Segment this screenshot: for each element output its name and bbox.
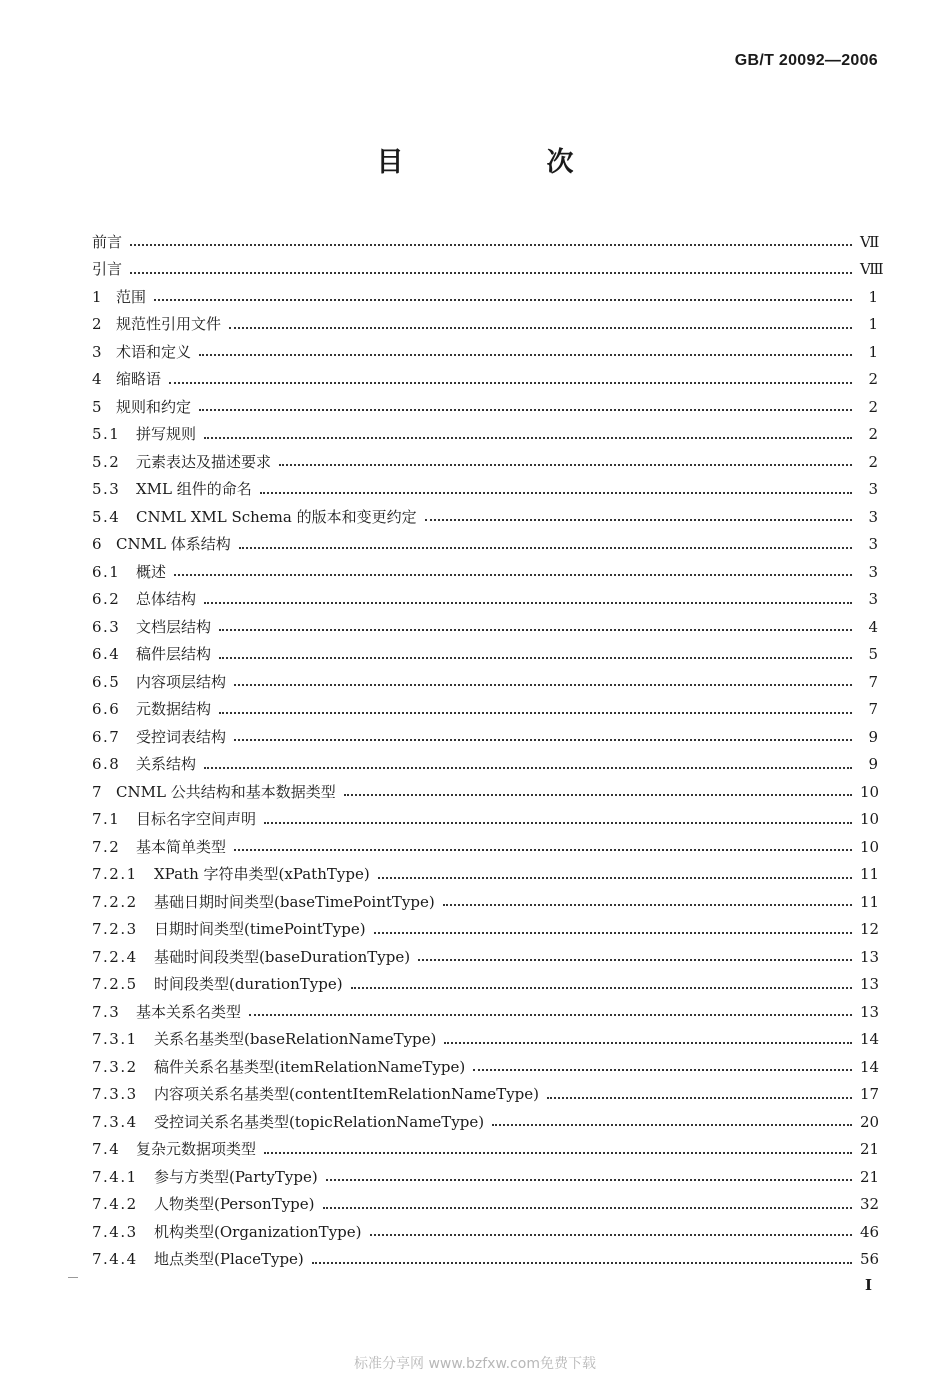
toc-entry[interactable] xyxy=(92,476,878,504)
toc-entry[interactable] xyxy=(92,311,878,339)
toc-dot-leader xyxy=(229,326,852,329)
toc-entry[interactable] xyxy=(92,833,878,861)
toc-dot-leader xyxy=(219,656,852,659)
toc-entry[interactable] xyxy=(92,916,878,944)
toc-entry-page: 1 xyxy=(868,287,878,306)
toc-entry[interactable] xyxy=(92,971,878,999)
toc-entry-label: 稿件层结构 xyxy=(136,645,212,664)
toc-entry-page: 9 xyxy=(868,755,878,774)
toc-entry-label: CNML 体系结构 xyxy=(116,535,231,554)
toc-entry-label: 目标名字空间声明 xyxy=(136,810,257,829)
toc-dot-leader xyxy=(370,1233,853,1236)
table-of-contents xyxy=(92,228,884,1273)
toc-entry-page: 21 xyxy=(860,1167,880,1186)
toc-entry-label: CNML 公共结构和基本数据类型 xyxy=(116,782,336,801)
toc-entry-page: 13 xyxy=(860,947,880,966)
toc-entry-page: 20 xyxy=(860,1112,880,1131)
toc-dot-leader xyxy=(169,381,852,384)
toc-entry[interactable] xyxy=(92,421,878,449)
toc-entry-label: 内容项关系名基类型(contentItemRelationNameType) xyxy=(154,1085,539,1104)
toc-dot-leader xyxy=(492,1123,852,1126)
toc-entry-number: 6 xyxy=(92,535,104,554)
toc-entry-label: 机构类型(OrganizationType) xyxy=(154,1222,362,1241)
toc-entry[interactable] xyxy=(92,888,878,916)
toc-entry-number: 7.4.1 xyxy=(92,1167,138,1186)
toc-entry-number: 5.1 xyxy=(92,425,121,444)
toc-entry-page: 3 xyxy=(868,507,878,526)
toc-entry[interactable] xyxy=(92,723,878,751)
toc-entry-page: Ⅶ xyxy=(860,232,880,251)
toc-entry-number: 7.3.2 xyxy=(92,1057,138,1076)
toc-dot-leader xyxy=(344,793,852,796)
toc-entry-page: 2 xyxy=(868,425,878,444)
toc-entry-page: 3 xyxy=(868,562,878,581)
toc-entry-page: 13 xyxy=(860,1002,880,1021)
toc-entry[interactable] xyxy=(92,1026,878,1054)
toc-entry-number: 5 xyxy=(92,397,104,416)
toc-entry-page: 10 xyxy=(860,837,880,856)
toc-dot-leader xyxy=(204,436,852,439)
toc-entry-page: 3 xyxy=(868,535,878,554)
toc-entry[interactable] xyxy=(92,861,878,889)
toc-entry-number: 2 xyxy=(92,315,104,334)
toc-entry[interactable] xyxy=(92,338,878,366)
toc-dot-leader xyxy=(249,1013,852,1016)
toc-entry-number: 7.2.1 xyxy=(92,865,138,884)
toc-entry[interactable] xyxy=(92,998,878,1026)
toc-entry-label: 基础日期时间类型(baseTimePointType) xyxy=(154,892,435,911)
toc-entry-label: 受控词表结构 xyxy=(136,727,227,746)
toc-entry-page: 12 xyxy=(860,920,880,939)
toc-entry-number: 6.4 xyxy=(92,645,121,664)
toc-dot-leader xyxy=(130,243,852,246)
toc-dot-leader xyxy=(130,271,852,274)
toc-entry-number: 6.7 xyxy=(92,727,121,746)
toc-entry-label: XML 组件的命名 xyxy=(136,480,252,499)
toc-entry[interactable] xyxy=(92,778,878,806)
toc-entry-page: 10 xyxy=(860,782,880,801)
toc-entry-number: 6.8 xyxy=(92,755,121,774)
toc-entry-label: 元数据结构 xyxy=(136,700,212,719)
toc-dot-leader xyxy=(154,298,852,301)
toc-dot-leader xyxy=(323,1206,852,1209)
page-number: I xyxy=(864,1276,872,1294)
toc-entry-label: 复杂元数据项类型 xyxy=(136,1140,257,1159)
toc-entry-label: 缩略语 xyxy=(116,370,162,389)
toc-entry[interactable] xyxy=(92,1081,878,1109)
toc-entry-number: 6.2 xyxy=(92,590,121,609)
toc-entry-page: 7 xyxy=(868,672,878,691)
toc-entry-page: 17 xyxy=(860,1085,880,1104)
toc-entry-label: 参与方类型(PartyType) xyxy=(154,1167,318,1186)
toc-entry[interactable] xyxy=(92,668,878,696)
toc-entry-label: 受控词关系名基类型(topicRelationNameType) xyxy=(154,1112,485,1131)
toc-entry-label: 文档层结构 xyxy=(136,617,212,636)
toc-entry-page: 3 xyxy=(868,590,878,609)
toc-entry-label: 基本关系名类型 xyxy=(136,1002,242,1021)
toc-entry-label: 日期时间类型(timePointType) xyxy=(154,920,366,939)
toc-entry-page: 13 xyxy=(860,975,880,994)
toc-dot-leader xyxy=(260,491,852,494)
toc-entry-number: 5.2 xyxy=(92,452,121,471)
toc-entry-number: 7.3.1 xyxy=(92,1030,138,1049)
toc-entry-number: 7.2 xyxy=(92,837,121,856)
toc-dot-leader xyxy=(547,1096,852,1099)
toc-dot-leader xyxy=(234,683,852,686)
toc-entry-number: 7.4.4 xyxy=(92,1250,138,1269)
toc-entry[interactable] xyxy=(92,1191,878,1219)
toc-entry-label: 内容项层结构 xyxy=(136,672,227,691)
toc-entry-label: 基础时间段类型(baseDurationType) xyxy=(154,947,411,966)
toc-dot-leader xyxy=(326,1178,852,1181)
toc-entry[interactable] xyxy=(92,943,878,971)
toc-entry-page: 14 xyxy=(860,1057,880,1076)
toc-dot-leader xyxy=(444,1041,852,1044)
toc-entry-number: 7.4 xyxy=(92,1140,121,1159)
toc-dot-leader xyxy=(204,601,852,604)
toc-dot-leader xyxy=(312,1261,852,1264)
toc-entry-page: 1 xyxy=(868,315,878,334)
toc-dot-leader xyxy=(174,573,852,576)
toc-entry[interactable] xyxy=(92,1053,878,1081)
toc-entry[interactable] xyxy=(92,448,878,476)
toc-entry[interactable] xyxy=(92,806,878,834)
toc-entry[interactable] xyxy=(92,503,878,531)
toc-entry[interactable] xyxy=(92,558,878,586)
toc-entry-label: 前言 xyxy=(92,232,123,251)
toc-entry-number: 6.5 xyxy=(92,672,121,691)
toc-entry-label: XPath 字符串类型(xPathType) xyxy=(154,865,370,884)
toc-entry[interactable] xyxy=(92,696,878,724)
toc-entry-number: 7.1 xyxy=(92,810,121,829)
toc-entry-page: 11 xyxy=(860,865,880,884)
toc-dot-leader xyxy=(374,931,852,934)
toc-entry-number: 7.4.3 xyxy=(92,1222,138,1241)
toc-entry-label: 关系结构 xyxy=(136,755,197,774)
toc-entry-number: 7.2.2 xyxy=(92,892,138,911)
toc-entry-label: 术语和定义 xyxy=(116,342,192,361)
toc-entry[interactable] xyxy=(92,1218,878,1246)
toc-entry[interactable] xyxy=(92,1136,878,1164)
toc-entry-label: 稿件关系名基类型(itemRelationNameType) xyxy=(154,1057,466,1076)
toc-entry-label: 规则和约定 xyxy=(116,397,192,416)
toc-entry-page: Ⅷ xyxy=(860,260,884,279)
toc-entry-page: 7 xyxy=(868,700,878,719)
toc-dot-leader xyxy=(219,628,852,631)
toc-entry[interactable] xyxy=(92,586,878,614)
page-mark xyxy=(68,1277,78,1278)
toc-entry-label: 引言 xyxy=(92,260,123,279)
toc-dot-leader xyxy=(199,353,852,356)
toc-entry-page: 56 xyxy=(860,1250,880,1269)
toc-entry-label: 基本简单类型 xyxy=(136,837,227,856)
toc-entry-number: 5.4 xyxy=(92,507,121,526)
toc-entry-label: 地点类型(PlaceType) xyxy=(154,1250,304,1269)
toc-entry-number: 7.2.4 xyxy=(92,947,138,966)
toc-dot-leader xyxy=(199,408,852,411)
toc-entry-number: 1 xyxy=(92,287,104,306)
toc-entry-page: 32 xyxy=(860,1195,880,1214)
toc-dot-leader xyxy=(264,821,852,824)
toc-dot-leader xyxy=(473,1068,852,1071)
toc-entry-label: 范围 xyxy=(116,287,147,306)
toc-entry[interactable] xyxy=(92,283,878,311)
toc-entry[interactable] xyxy=(92,641,878,669)
toc-entry[interactable] xyxy=(92,228,878,256)
toc-entry-page: 2 xyxy=(868,370,878,389)
toc-entry-number: 5.3 xyxy=(92,480,121,499)
toc-entry-label: CNML XML Schema 的版本和变更约定 xyxy=(136,507,417,526)
toc-dot-leader xyxy=(204,766,852,769)
toc-entry-label: 概述 xyxy=(136,562,167,581)
toc-entry-number: 7.3.3 xyxy=(92,1085,138,1104)
toc-entry[interactable] xyxy=(92,1163,878,1191)
toc-dot-leader xyxy=(239,546,852,549)
page-title: 目 次 xyxy=(376,147,632,178)
toc-entry-page: 2 xyxy=(868,397,878,416)
toc-entry-number: 7.2.3 xyxy=(92,920,138,939)
toc-dot-leader xyxy=(234,738,852,741)
toc-entry-page: 5 xyxy=(868,645,878,664)
watermark-footer: 标准分享网 www.bzfxw.com免费下载 xyxy=(354,1356,596,1372)
toc-entry-label: 规范性引用文件 xyxy=(116,315,222,334)
toc-entry-page: 14 xyxy=(860,1030,880,1049)
toc-entry[interactable] xyxy=(92,256,884,284)
toc-dot-leader xyxy=(279,463,852,466)
toc-entry-number: 7 xyxy=(92,782,104,801)
toc-dot-leader xyxy=(219,711,852,714)
toc-entry-number: 7.2.5 xyxy=(92,975,138,994)
toc-entry[interactable] xyxy=(92,751,878,779)
toc-dot-leader xyxy=(234,848,852,851)
toc-entry[interactable] xyxy=(92,531,878,559)
toc-dot-leader xyxy=(443,903,852,906)
toc-entry[interactable] xyxy=(92,613,878,641)
toc-entry-number: 7.3.4 xyxy=(92,1112,138,1131)
toc-dot-leader xyxy=(264,1151,852,1154)
toc-entry[interactable] xyxy=(92,1108,878,1136)
toc-entry-page: 9 xyxy=(868,727,878,746)
toc-entry-page: 46 xyxy=(860,1222,880,1241)
toc-dot-leader xyxy=(418,958,852,961)
toc-entry-number: 4 xyxy=(92,370,104,389)
toc-dot-leader xyxy=(425,518,852,521)
toc-entry-label: 元素表达及描述要求 xyxy=(136,452,272,471)
toc-entry-page: 10 xyxy=(860,810,880,829)
toc-entry[interactable] xyxy=(92,366,878,394)
toc-entry-page: 1 xyxy=(868,342,878,361)
toc-entry-number: 6.6 xyxy=(92,700,121,719)
toc-entry-number: 7.3 xyxy=(92,1002,121,1021)
toc-entry[interactable] xyxy=(92,393,878,421)
toc-entry-label: 人物类型(PersonType) xyxy=(154,1195,315,1214)
toc-entry-label: 总体结构 xyxy=(136,590,197,609)
toc-entry-label: 关系名基类型(baseRelationNameType) xyxy=(154,1030,437,1049)
toc-entry[interactable] xyxy=(92,1246,878,1274)
toc-dot-leader xyxy=(378,876,852,879)
toc-entry-number: 6.3 xyxy=(92,617,121,636)
toc-entry-page: 21 xyxy=(860,1140,880,1159)
toc-entry-number: 7.4.2 xyxy=(92,1195,138,1214)
toc-entry-page: 4 xyxy=(868,617,878,636)
toc-dot-leader xyxy=(351,986,852,989)
standard-code: GB/T 20092—2006 xyxy=(734,52,878,69)
toc-entry-page: 2 xyxy=(868,452,878,471)
toc-entry-page: 11 xyxy=(860,892,880,911)
toc-entry-number: 3 xyxy=(92,342,104,361)
toc-entry-page: 3 xyxy=(868,480,878,499)
toc-entry-label: 拼写规则 xyxy=(136,425,197,444)
toc-entry-label: 时间段类型(durationType) xyxy=(154,975,343,994)
toc-entry-number: 6.1 xyxy=(92,562,121,581)
